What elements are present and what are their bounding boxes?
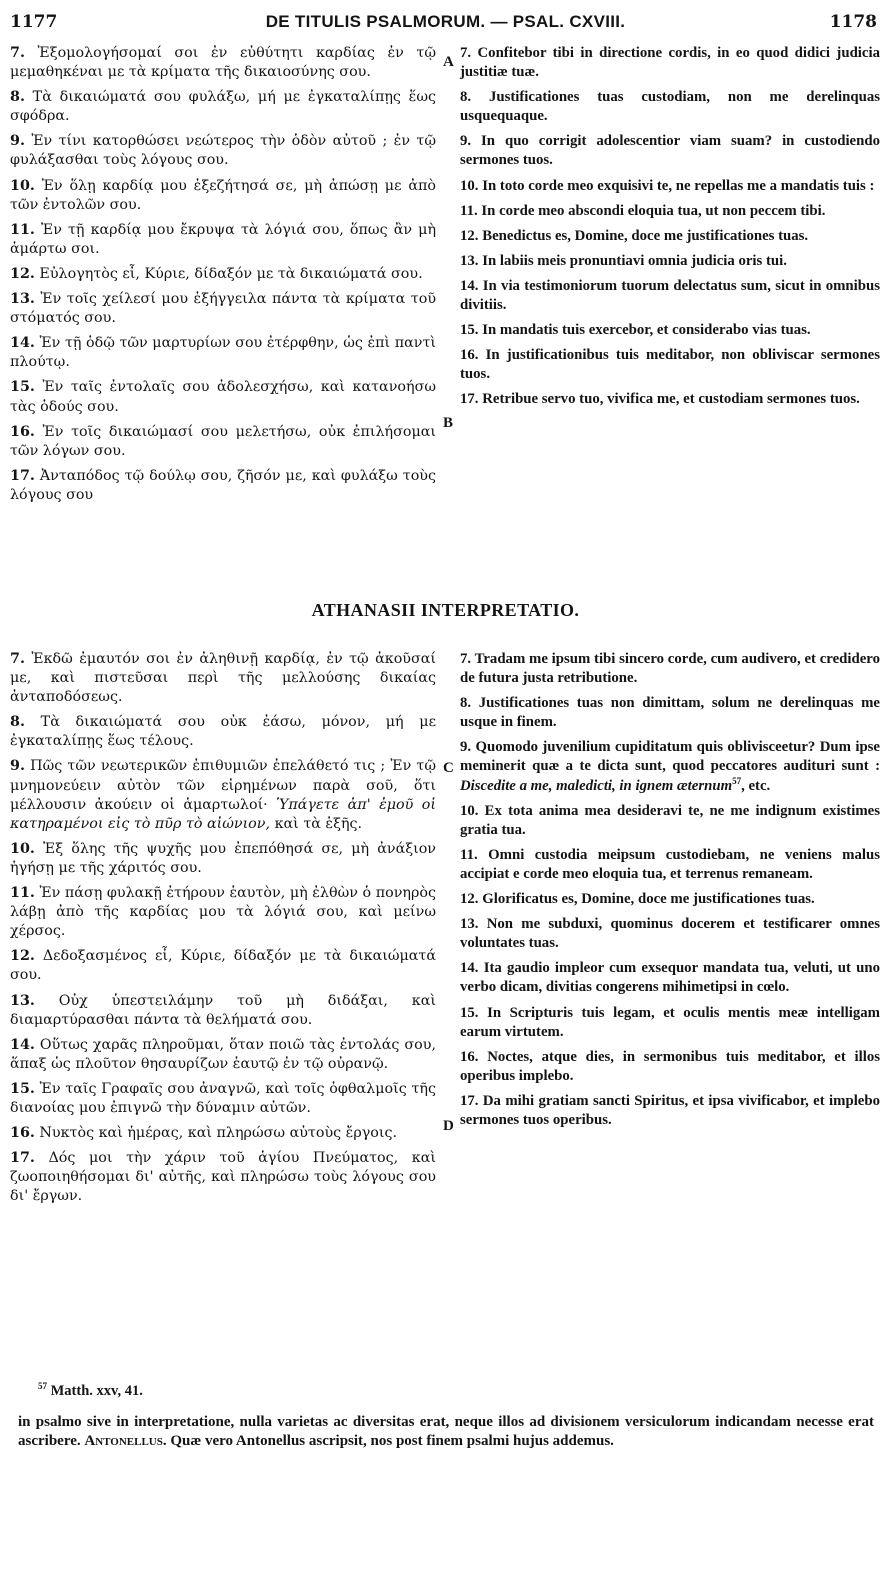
footnote-mark: 57: [38, 1381, 47, 1392]
greek-verse: [10, 1149, 436, 1206]
verse-number: 12.: [10, 948, 35, 965]
latin-verse: [460, 277, 880, 315]
verse-text: Ἐν τοῖς δικαιώμασί σου μελετήσω, οὐκ ἐπιλήσομαι τῶν λόγων σου.: [10, 423, 437, 459]
verse-number: 10.: [460, 177, 479, 194]
greek-verse: [10, 650, 436, 707]
latin-verse: [460, 202, 880, 221]
verse-number: 14.: [10, 335, 35, 352]
verse-number: 12.: [460, 227, 479, 244]
latin-verse: [460, 177, 880, 196]
verse-quotation: Ὑπάγετε ἀπ' ἐμοῦ οἱ κατηραμένοι εἰς τὸ πῦρ τὸ αἰώνιον,: [10, 796, 436, 832]
verse-number: 16.: [460, 1048, 479, 1065]
greek-verse: [10, 290, 436, 328]
section-title: ATHANASII INTERPRETATIO.: [311, 600, 580, 620]
verse-tail: , etc.: [741, 777, 771, 794]
latin-text-column-bottom: [460, 650, 880, 1136]
verse-text: In justificationibus tuis meditabor, non obliviscar sermones tuos.: [460, 347, 881, 383]
latin-verse: [460, 915, 880, 953]
verse-number: 7.: [460, 651, 472, 667]
latin-verse: [460, 650, 880, 688]
verse-text: Εὐλογητὸς εἶ, Κύριε, δίδαξόν με τὰ δικαιώματά σου.: [39, 265, 423, 282]
greek-verse: [10, 1124, 436, 1143]
verse-text: In toto corde meo exquisivi te, ne repellas me a mandatis tuis :: [482, 177, 875, 194]
greek-verse: [10, 378, 436, 416]
verse-number: 11.: [460, 846, 478, 863]
verse-number: 15.: [460, 1004, 479, 1021]
verse-number: 15.: [460, 322, 479, 339]
verse-number: 10.: [10, 177, 35, 194]
verse-number: 14.: [460, 960, 479, 977]
greek-verse: [10, 947, 436, 985]
verse-number: 10.: [460, 802, 479, 819]
margin-marker-c: C: [443, 760, 454, 776]
verse-quotation: Discedite a me, maledicti, in ignem æternum: [460, 777, 733, 794]
verse-number: 17.: [10, 467, 35, 484]
verse-text: In Scripturis tuis legam, et oculis mentis meæ intelligam earum virtutem.: [460, 1004, 881, 1040]
verse-text: Da mihi gratiam sancti Spiritus, et ipsa vivificabor, et implebo sermones tuos operibus.: [460, 1092, 881, 1128]
verse-text: Ex tota anima mea desideravi te, ne me indignum existimes gratia tua.: [460, 802, 881, 838]
verse-text: Δός μοι τὴν χάριν τοῦ ἁγίου Πνεύματος, καὶ ζωοποιηθήσομαι δι' αὐτῆς, καὶ πληρώσω τοὺς λόγους σου δι' ἔργων.: [10, 1150, 436, 1205]
verse-text: Ἐν τίνι κατορθώσει νεώτερος τὴν ὁδὸν αὐτοῦ ; ἐν τῷ φυλάξασθαι τοὺς λόγους σου.: [10, 133, 436, 169]
greek-verse: [10, 265, 436, 284]
verse-text: Benedictus es, Domine, doce me justificationes tuas.: [482, 227, 809, 244]
verse-number: 16.: [10, 423, 35, 440]
verse-text: In corde meo abscondi eloquia tua, ut non peccem tibi.: [481, 202, 826, 219]
latin-text-column-top: [460, 44, 880, 416]
latin-verse: [460, 1004, 880, 1042]
verse-number: 15.: [10, 1080, 35, 1097]
verse-text: Noctes, atque dies, in sermonibus tuis meditabor, et illos operibus implebo.: [460, 1048, 880, 1084]
verse-text: In labiis meis pronuntiavi omnia judicia oris tui.: [482, 252, 787, 269]
greek-text-column-bottom: [10, 650, 436, 1212]
verse-number: 11.: [460, 202, 478, 219]
greek-verse: [10, 1080, 436, 1118]
verse-number: 14.: [460, 277, 479, 294]
verse-number: 13.: [10, 992, 35, 1009]
verse-text: Justificationes tuas non dimittam, solum ne derelinquas me usque in finem.: [460, 695, 880, 731]
verse-number: 17.: [460, 1092, 479, 1109]
greek-verse: [10, 884, 436, 941]
verse-number: 12.: [460, 891, 479, 908]
verse-text: Confitebor tibi in directione cordis, in eo quod didici judicia justitiæ tuæ.: [460, 45, 880, 81]
greek-verse: [10, 992, 436, 1030]
greek-verse: [10, 713, 436, 751]
latin-verse: [460, 802, 880, 840]
verse-number: 9.: [10, 758, 25, 775]
verse-text: Ἐν πάσῃ φυλακῇ ἐτήρουν ἑαυτὸν, μὴ ἐλθὼν ὁ πονηρὸς λάβῃ ἀπὸ τῆς καρδίας μου τὰ λόγιά σου, καὶ μείνω χέρσος.: [10, 885, 436, 940]
verse-number: 16.: [460, 347, 479, 364]
verse-number: 15.: [10, 379, 35, 396]
latin-verse: [460, 1048, 880, 1086]
latin-verse: [460, 252, 880, 271]
verse-text: Ἐν ταῖς Γραφαῖς σου ἀναγνῶ, καὶ τοῖς ὀφθαλμοῖς τῆς διανοίας μου ἐπιγνῶ τὴν δύναμιν αὐτῶν.: [10, 1080, 437, 1116]
margin-marker-a: A: [443, 54, 454, 70]
latin-verse: [460, 390, 880, 409]
verse-text: Νυκτὸς καὶ ἡμέρας, καὶ πληρώσω αὐτοὺς ἔργοις.: [39, 1125, 398, 1142]
verse-number: 8.: [460, 89, 472, 106]
margin-marker-d: D: [443, 1118, 454, 1134]
greek-verse: [10, 221, 436, 259]
running-header: [0, 6, 891, 36]
verse-text: Non me subduxi, quominus docerem et testificarer omnes voluntates tuas.: [460, 916, 880, 952]
verse-text: Ἐν τοῖς χείλεσί μου ἐξήγγειλα πάντα τὰ κρίματα τοῦ στόματός σου.: [10, 291, 437, 327]
verse-text: Omni custodia meipsum custodiebam, ne veniens malus accipiat e corde meo eloquia tua, et terrenus remaneam.: [460, 846, 880, 882]
latin-verse: [460, 346, 880, 384]
verse-number: 14.: [10, 1036, 35, 1053]
verse-text: Δεδοξασμένος εἶ, Κύριε, δίδαξόν με τὰ δικαιώματά σου.: [10, 948, 437, 984]
greek-verse: [10, 44, 436, 82]
verse-number: 7.: [460, 45, 472, 61]
footnote: [38, 1383, 143, 1400]
verse-text: Ἀνταπόδος τῷ δούλῳ σου, ζῆσόν με, καὶ φυλάξω τοὺς λόγους σου: [10, 467, 436, 503]
verse-number: 9.: [460, 739, 472, 756]
verse-number: 10.: [10, 840, 35, 857]
greek-verse: [10, 88, 436, 126]
greek-verse: [10, 132, 436, 170]
latin-verse: [460, 88, 880, 126]
verse-text: Ἐκδῶ ἐμαυτόν σοι ἐν ἀληθινῇ καρδίᾳ, ἐν τῷ ἀκοῦσαί με, καὶ πιστεῦσαι περὶ τῆς μελλούσης δικαίας ἀνταποδόσεως.: [10, 651, 437, 706]
greek-verse: [10, 423, 436, 461]
page-number-right: 1178: [829, 12, 877, 32]
closing-paragraph: in psalmo sive in interpretatione, nulla varietas ac diversitas erat, neque illos ad divisionem versiculorum indicandam necesse erat ascribere. Antonellus. Quæ vero Antonellus ascripsit, nos post finem psalmi hujus addemus.: [18, 1414, 874, 1449]
latin-verse: [460, 846, 880, 884]
greek-text-column-top: [10, 44, 436, 511]
verse-number: 9.: [10, 133, 25, 150]
greek-verse: [10, 177, 436, 215]
verse-number: 8.: [10, 714, 25, 731]
greek-verse: [10, 334, 436, 372]
verse-number: 13.: [460, 252, 479, 269]
verse-text: Ἐξομολογήσομαί σοι ἐν εὐθύτητι καρδίας ἐν τῷ μεμαθηκέναι με τὰ κρίματα τῆς δικαιοσύνης σου.: [10, 45, 436, 81]
verse-text: In quo corrigit adolescentior viam suam? in custodiendo sermones tuos.: [460, 133, 880, 169]
verse-text: Ἐν ὅλῃ καρδίᾳ μου ἐξεζήτησά σε, μὴ ἀπώσῃ με ἀπὸ τῶν ἐντολῶν σου.: [10, 177, 436, 213]
verse-text: In mandatis tuis exercebor, et considerabo vias tuas.: [482, 322, 811, 339]
verse-text: Ἐν τῇ καρδίᾳ μου ἔκρυψα τὰ λόγιά σου, ὅπως ἂν μὴ ἁμάρτω σοι.: [10, 221, 437, 257]
latin-verse: [460, 321, 880, 340]
verse-text: Πῶς τῶν νεωτερικῶν ἐπιθυμιῶν ἐπελάθετό τις ; Ἐν τῷ μνημονεύειν αὐτὸν τῶν εἰρημένων παρὰ σοῦ, ὅτι μέλλουσιν ἀκούειν οἱ ἁμαρτωλοί·: [10, 758, 437, 813]
verse-text: Ἐν ταῖς ἐντολαῖς σου ἀδολεσχήσω, καὶ κατανοήσω τὰς ὁδούς σου.: [10, 379, 436, 415]
greek-verse: [10, 757, 436, 833]
verse-text: Τὰ δικαιώματά σου φυλάξω, μή με ἐγκαταλίπῃς ἕως σφόδρα.: [10, 89, 436, 125]
latin-verse: [460, 694, 880, 732]
verse-number: 13.: [460, 916, 479, 933]
verse-number: 12.: [10, 265, 35, 282]
verse-text: In via testimoniorum tuorum delectatus sum, sicut in omnibus divitiis.: [460, 277, 880, 314]
latin-verse: [460, 890, 880, 909]
verse-text: Tradam me ipsum tibi sincero corde, cum audivero, et credidero de futura justa retributione.: [460, 651, 880, 687]
verse-tail: καὶ τὰ ἑξῆς.: [274, 815, 363, 832]
latin-verse: [460, 227, 880, 246]
verse-text: Οὐχ ὑπεστειλάμην τοῦ μὴ διδάξαι, καὶ διαμαρτύρασθαι πάντα τὰ θελήματά σου.: [10, 992, 437, 1028]
verse-number: 8.: [10, 89, 25, 106]
latin-verse: [460, 44, 880, 82]
latin-verse: [460, 738, 880, 795]
latin-verse: [460, 132, 880, 170]
verse-text: Ἐν τῇ ὁδῷ τῶν μαρτυρίων σου ἐτέρφθην, ὡς ἐπὶ παντὶ πλούτῳ.: [10, 335, 436, 371]
closing-author: Antonellus: [84, 1433, 163, 1449]
footnote-text: Matth. xxv, 41.: [50, 1383, 143, 1399]
page-number-left: 1177: [10, 12, 58, 32]
running-title: DE TITULIS PSALMORUM. — PSAL. CXVIII.: [265, 12, 626, 31]
latin-verse: [460, 959, 880, 997]
verse-text: Ἐξ ὅλης τῆς ψυχῆς μου ἐπεπόθησά σε, μὴ ἀνάξιον ἡγήσῃ με τῆς χάριτός σου.: [10, 840, 437, 876]
verse-text: Ita gaudio impleor cum exsequor mandata tua, veluti, ut uno verbo dicam, divitias congerens mihimetipsi in cœlo.: [460, 960, 880, 996]
closing-text-a: in psalmo sive in interpretatione, nulla varietas ac diversitas erat, neque illos ad divisionem versiculorum indicandam necesse erat ascribere.: [18, 1414, 874, 1449]
margin-marker-b: B: [443, 415, 454, 431]
verse-number: 11.: [10, 885, 35, 902]
verse-number: 7.: [10, 45, 25, 61]
greek-verse: [10, 1036, 436, 1074]
verse-number: 17.: [460, 391, 479, 408]
verse-text: Οὕτως χαρᾶς πληροῦμαι, ὅταν ποιῶ τὰς ἐντολάς σου, ἅπαξ ὡς πλοῦτον θησαυρίζων ἑαυτῷ ἐν τῷ οὐρανῷ.: [10, 1036, 437, 1072]
closing-text-b: Quæ vero Antonellus ascripsit, nos post finem psalmi hujus addemus.: [170, 1433, 614, 1449]
footnote-reference: 57: [732, 775, 742, 786]
verse-text: Quomodo juvenilium cupiditatum quis oblivisceetur? Dum ipse meminerit quæ a te dicta sunt, quod peccatores audituri sunt :: [460, 739, 881, 775]
verse-text: Retribue servo tuo, vivifica me, et custodiam sermones tuos.: [482, 391, 860, 408]
verse-number: 7.: [10, 651, 25, 667]
verse-number: 9.: [460, 133, 472, 150]
verse-number: 16.: [10, 1125, 35, 1142]
latin-verse: [460, 1092, 880, 1130]
verse-text: Justificationes tuas custodiam, non me derelinquas usquequaque.: [460, 89, 881, 125]
verse-number: 8.: [460, 695, 472, 712]
verse-text: Τὰ δικαιώματά σου οὐκ ἐάσω, μόνον, μή με ἐγκαταλίπῃς ἕως τέλους.: [10, 714, 436, 750]
verse-number: 17.: [10, 1150, 35, 1167]
greek-verse: [10, 467, 436, 505]
verse-number: 11.: [10, 221, 35, 238]
verse-text: Glorificatus es, Domine, doce me justificationes tuas.: [482, 891, 815, 908]
greek-verse: [10, 840, 436, 878]
verse-number: 13.: [10, 291, 35, 308]
